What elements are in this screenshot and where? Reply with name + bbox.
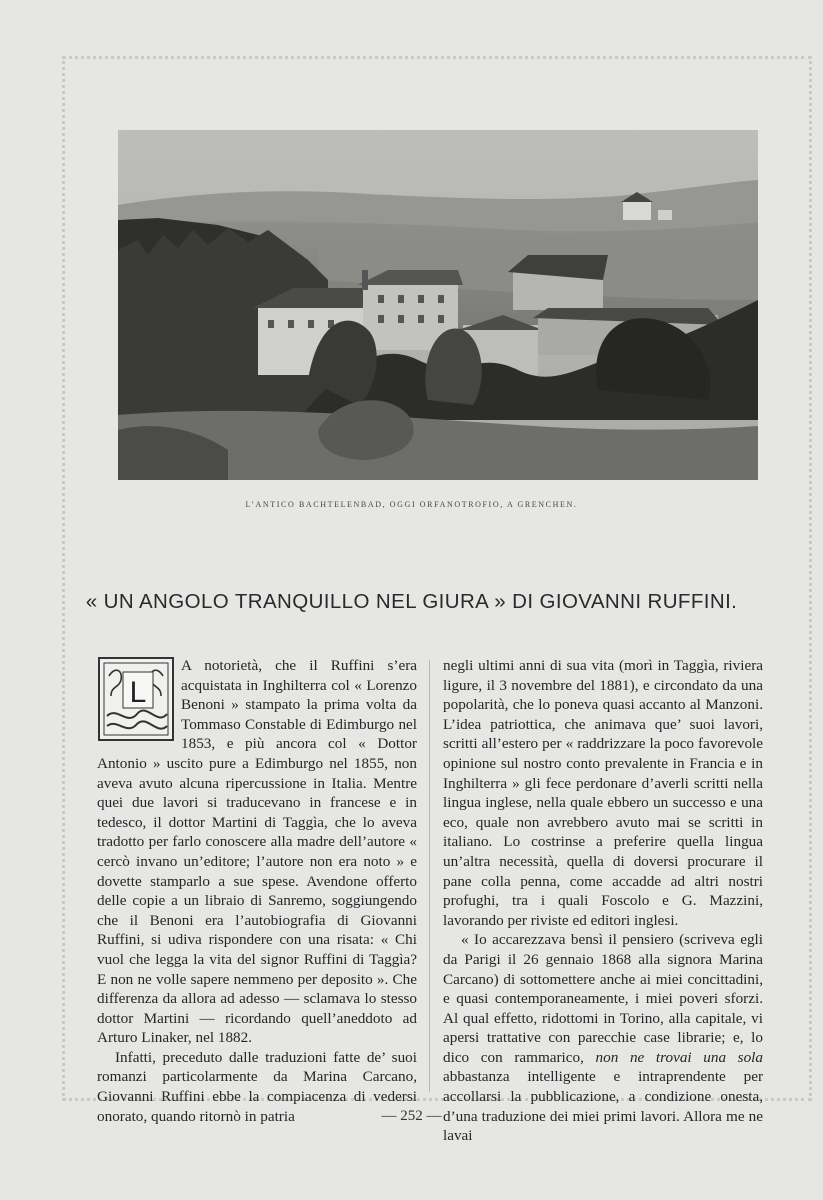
paragraph-3: negli ultimi anni di sua vita (morì in Taggìa, riviera ligure, il 3 novembre del 1881), e circondato da una popolarità, che lo poneva quasi accanto al Manzoni. L’idea patriottica, che animava que’ suoi lavori, scritti all’estero per « raddrizzare la poco favorevole opinione sul nostro conto prevalente in Francia e in Inghilterra » gli fece perdonare d’averli scritti nella lingua inglese, nella quale ebbero un successo e una eco, quale non avrebbero avuto mai se scritti in italiano. Lo costrinse a preferire quella lingua un’altra necessità, quella di doversi procurare il pane colla penna, come accadde ad altri nostri profughi, tra i quali Foscolo e G. Mazzini, lavorando per riviste ed editori inglesi. — [443, 657, 763, 929]
column-divider — [429, 660, 430, 1092]
article-title: « UN ANGOLO TRANQUILLO NEL GIURA » DI GIOVANNI RUFFINI. — [85, 590, 738, 613]
paragraph-4-text: « Io accarezzava bensì il pensiero (scriveva egli da Parigi il 26 gennaio 1868 alla signora Marina Carcano) di sottomettere anche ai miei concittadini, e quasi contemporaneamente, i miei poveri sforzi. Al qual effetto, ridottomi in Torino, alla capitale, vi apersi trattative con parecchie case librarie; e, lo dico con rammarico, — [443, 931, 763, 1066]
paragraph-1: A notorietà, che il Ruffini s’era acquistata in Inghilterra col « Lorenzo Benoni » stampato la prima volta da Tommaso Constable di Edimburgo nel 1853, e più ancora col « Dottor Antonio » uscito pure a Edimburgo nel 1855, non aveva avuto alcuna ripercussione in Italia. Mentre quei due lavori si traducevano in francese e in tedesco, il dottor Martini di Taggìa, che lo aveva tradotto per farlo conoscere alla madre dell’autore « cercò invano un’editore; l’autore non era noto » e dovette stamparlo a sue spese. Avendone offerto delle copie a un libraio di Sanremo, soggiungendo che il Benoni era l’autobiografia di Giovanni Ruffini, si udiva rispondere con una risata: « Chi vuol che legga la vita del signor Ruffini di Taggìa? E non ne volle sapere nemmeno per deposito ». Che differenza da allora ad adesso — sclamava lo stesso dottor Martini — ricordando quell’aneddoto ad Arturo Linaker, nel 1882. — [97, 657, 417, 1047]
right-column — [443, 656, 763, 1146]
paragraph-4-continuation: abbastanza intelligente e intraprendente per accollarsi la pubblicazione, a condizione onesta, d’una traduzione dei miei primi lavori. Allora me ne lavai — [443, 1068, 763, 1145]
left-column — [97, 656, 417, 1126]
initial-letter: L — [129, 676, 147, 709]
landscape-photo — [118, 130, 758, 480]
paragraph-2: Infatti, preceduto dalle traduzioni fatte de’ suoi romanzi particolarmente da Marina Carcano, Giovanni Ruffini ebbe la compiacenza di vedersi onorato, quando ritornò in patria — [97, 1048, 417, 1125]
page-number: — 252 — — [381, 1108, 442, 1124]
orphanage-landscape-image — [118, 130, 758, 480]
photo-caption: L’ANTICO BACHTELENBAD, OGGI ORFANOTROFIO, A GRENCHEN. — [245, 500, 578, 509]
decorated-initial-icon — [97, 656, 175, 742]
italic-phrase: non ne trovai una sola — [595, 1048, 763, 1066]
